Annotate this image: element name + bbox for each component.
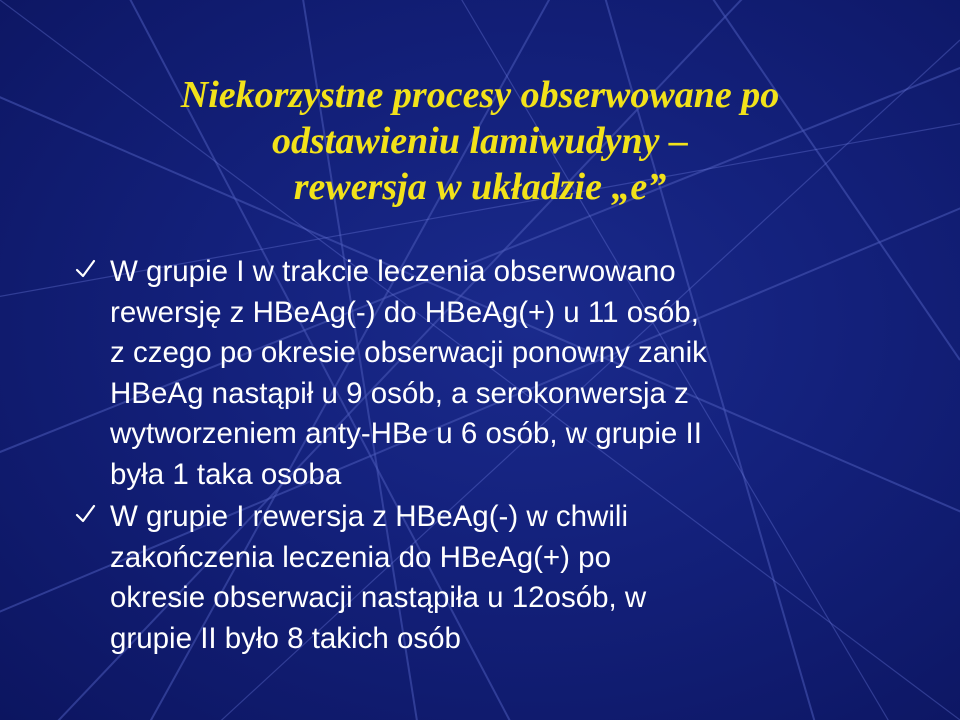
bullet-text-line: W grupie I rewersja z HBeAg(-) w chwili [110,500,629,533]
bullet-text-line: okresie obserwacji nastąpiła u 12osób, w [110,581,647,614]
bullet-text-line: z czego po okresie obserwacji ponowny zanik [110,336,707,369]
bullet-text-line: rewersję z HBeAg(-) do HBeAg(+) u 11 osób, [110,295,699,329]
bullet-text-line: wytworzeniem anty-HBe u 6 osób, w grupie II [110,417,702,450]
bullet-text-line: W grupie I w trakcie leczenia obserwowano [110,255,676,288]
check-icon [74,258,96,280]
bullet-text-line: zakończenia leczenia do HBeAg(+) po [110,540,611,574]
title-line: Niekorzystne procesy obserwowane po [180,74,780,116]
title-line: rewersja w układzie „e” [293,166,667,208]
bullet-text-line: grupie II było 8 takich osób [110,621,461,655]
bullet-list [74,252,914,659]
bullet-text-line: HBeAg nastąpił u 9 osób, a serokonwersja z [110,376,689,410]
bullet-item [74,252,914,495]
slide-title [60,72,900,210]
bullet-text-line: była 1 taka osoba [110,457,342,491]
bullet-item [74,497,914,659]
title-line: odstawieniu lamiwudyny – [272,120,688,162]
check-icon [74,503,96,525]
